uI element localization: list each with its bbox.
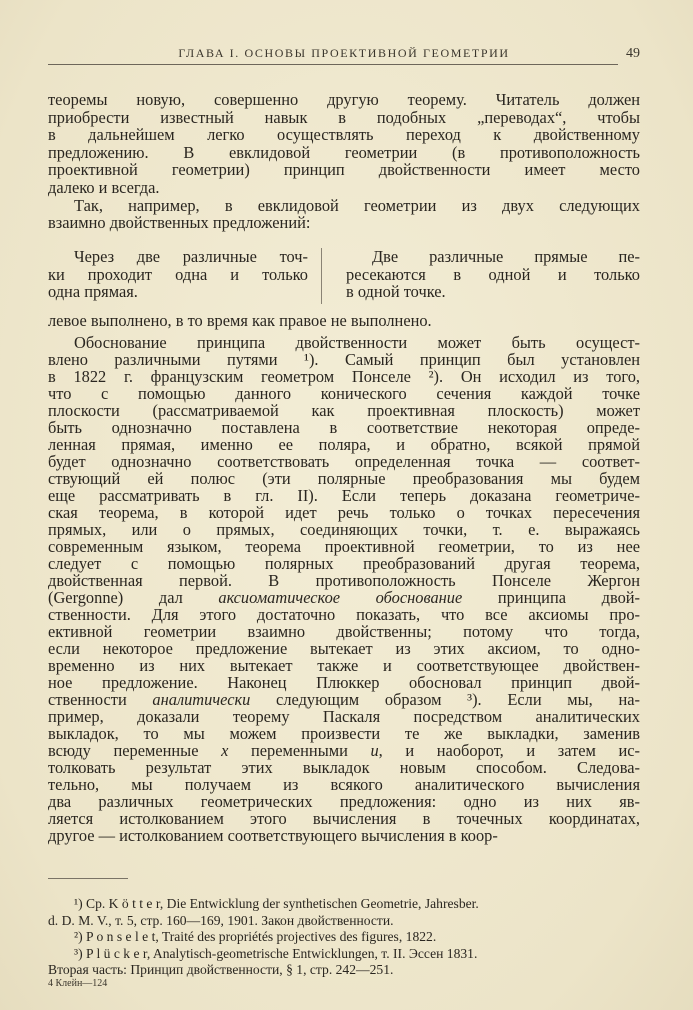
text-line: [48, 776, 640, 793]
text-segment: если некоторое предложение вытекает из этих аксиом, то одно-: [48, 639, 640, 658]
text-line: [48, 436, 640, 453]
text-line: [48, 657, 640, 674]
text-segment: ственности. Для этого достаточно показать, что все аксиомы про-: [48, 605, 640, 624]
paragraph-2: [48, 197, 640, 232]
text-line: [48, 793, 640, 810]
text-line: [48, 470, 640, 487]
italic-emphasis: x: [221, 741, 229, 760]
text-segment: проективной геометрии) принцип двойственности имеет место: [48, 160, 640, 180]
text-line: [48, 312, 640, 330]
text-segment: быть однозначно поставлена в соответствие некоторая опреде-: [48, 418, 640, 437]
text-segment: всюду переменные: [48, 741, 222, 760]
text-segment: приобрести известный навык в подобных „переводах“, чтобы: [48, 107, 640, 127]
text-segment: ляется истолкованием этого вычисления в точечных координатах,: [48, 809, 640, 828]
text-segment: одна прямая.: [48, 282, 138, 302]
text-line: [48, 179, 640, 197]
footnote-line: ¹) Ср. K ö t t e r, Die Entwicklung der synthetischen Geometrie, Jahresber.: [74, 896, 479, 911]
text-segment: следует с помощью полярных преобразований другая теорема,: [48, 554, 640, 573]
text-segment: влено различными путями ¹). Самый принцип был установлен: [48, 350, 640, 369]
text-line: [48, 419, 640, 436]
text-line: [48, 266, 308, 284]
text-line: [48, 606, 640, 623]
text-segment: ективной геометрии взаимно двойственны; потому что тогда,: [48, 622, 640, 641]
text-line: [346, 248, 640, 266]
footnote-rule: [48, 878, 128, 879]
italic-emphasis: аксиоматическое обоснование: [218, 588, 463, 607]
text-line: [48, 109, 640, 127]
text-line: [48, 283, 308, 301]
text-segment: временно из них вытекает также и соответствующее двойствен-: [48, 656, 640, 675]
page-number: 49: [626, 46, 640, 61]
text-line: [48, 691, 640, 708]
text-segment: переменными: [228, 741, 371, 760]
text-line: [48, 708, 640, 725]
text-line: [48, 334, 640, 351]
column-divider: [321, 248, 322, 304]
text-line: [48, 402, 640, 419]
text-segment: в дальнейшем легко осуществлять переход к двойственному: [48, 125, 640, 145]
italic-emphasis: u: [370, 741, 379, 760]
text-segment: пример, доказали теорему Паскаля посредством аналитических: [48, 707, 640, 726]
chapter-title: ГЛАВА I. ОСНОВЫ ПРОЕКТИВНОЙ ГЕОМЕТРИИ: [178, 46, 510, 60]
text-segment: современным языком, теорема проективной геометрии, то из нее: [48, 537, 640, 556]
text-line: [48, 453, 640, 470]
running-head: [48, 46, 640, 64]
text-segment: далеко и всегда.: [48, 177, 160, 197]
text-line: [48, 504, 640, 521]
text-segment: тельно, мы получаем из всякого аналитического вычисления: [48, 775, 640, 794]
text-segment: плоскости (рассматриваемой как проективная плоскость) может: [48, 401, 640, 420]
paragraph-4: [48, 334, 640, 844]
footnote-line: ³) P l ü c k e r, Analytisch-geometrische Entwicklungen, т. II. Эссен 1831.: [74, 945, 478, 961]
text-line: [48, 810, 640, 827]
text-segment: ленная прямая, именно ее поляра, и обратно, всякой прямой: [48, 435, 640, 454]
text-segment: другое — истолкованием соответствующего вычисления в коор-: [48, 826, 498, 845]
header-rule: [48, 64, 618, 65]
footnote-line: Вторая часть: Принцип двойственности, § 1, стр. 242—251.: [48, 962, 394, 978]
text-line: [48, 144, 640, 162]
text-line: [48, 589, 640, 606]
text-line: [48, 555, 640, 572]
text-segment: взаимно двойственных предложений:: [48, 213, 311, 233]
text-segment: принципа двой-: [462, 588, 640, 607]
text-line: [48, 538, 640, 555]
text-segment: в 1822 г. французским геометром Понселе ²). Он исходил из того,: [48, 367, 640, 386]
text-segment: прямых, или о прямых, соединяющих точки, т. е. выражаясь: [48, 520, 640, 539]
text-line: [48, 572, 640, 589]
text-segment: толковать результат этих выкладок новым способом. Следова-: [48, 758, 640, 777]
text-segment: что с помощью данного конического сечения каждой точке: [48, 384, 640, 403]
text-segment: , и наоборот, и затем ис-: [378, 741, 640, 760]
paragraph-3: [48, 312, 640, 330]
text-segment: ствующий ей полюс (эти полярные преобразования мы будем: [48, 469, 640, 488]
footnote-line: d. D. M. V., т. 5, стр. 160—169, 1901. Закон двойственности.: [48, 912, 394, 928]
text-segment: Через две различные точ-: [74, 247, 308, 266]
dual-statements: [48, 248, 640, 304]
text-line: [48, 161, 640, 179]
text-segment: двойственная первой. В противоположность Понселе Жергон: [48, 571, 640, 590]
text-segment: Две различные прямые пе-: [372, 247, 640, 266]
footnote-line: ²) P o n s e l e t, Traité des propriétés projectives des figures, 1822.: [74, 929, 437, 945]
text-segment: ки проходит одна и только: [48, 264, 308, 284]
right-statement: [346, 248, 640, 301]
text-segment: ственности: [48, 690, 153, 709]
text-line: [48, 385, 640, 402]
text-line: [48, 759, 640, 776]
text-segment: предложению. В евклидовой геометрии (в противоположность: [48, 142, 640, 162]
text-line: [48, 725, 640, 742]
left-statement: [48, 248, 308, 301]
text-segment: Обоснование принципа двойственности может быть осущест-: [74, 333, 640, 352]
text-segment: выкладок, то мы можем произвести те же выкладки, заменив: [48, 724, 640, 743]
text-segment: два различных геометрических предложения: одно из них яв-: [48, 792, 640, 811]
text-segment: (Gergonne) дал: [48, 588, 219, 607]
text-line: [48, 827, 640, 844]
text-line: [48, 674, 640, 691]
text-line: [48, 623, 640, 640]
text-segment: еще рассматривать в гл. II). Если теперь доказана геометриче-: [48, 486, 640, 505]
text-line: [48, 126, 640, 144]
text-line: [48, 640, 640, 657]
text-segment: ская теорема, в которой идет речь только о точках пересечения: [48, 503, 640, 522]
text-line: [48, 742, 640, 759]
text-segment: следующим образом ³). Если мы, на-: [250, 690, 640, 709]
text-line: [346, 283, 640, 301]
text-segment: будет однозначно соответствовать определенная точка — соответ-: [48, 452, 640, 471]
footnotes: [48, 896, 640, 979]
text-segment: теоремы новую, совершенно другую теорему. Читатель должен: [48, 90, 640, 109]
text-line: [48, 248, 308, 266]
printer-signature: 4 Клейн—124: [48, 978, 108, 989]
paragraph-1: [48, 91, 640, 197]
text-segment: в одной точке.: [346, 282, 446, 302]
text-line: [48, 214, 640, 232]
text-line: [346, 266, 640, 284]
text-segment: левое выполнено, в то время как правое не выполнено.: [48, 311, 432, 330]
text-segment: ресекаются в одной и только: [346, 264, 640, 284]
text-segment: ное предложение. Наконец Плюккер обосновал принцип двой-: [48, 673, 640, 692]
text-line: [48, 91, 640, 109]
text-line: [48, 487, 640, 504]
text-line: [48, 197, 640, 215]
italic-emphasis: аналитически: [152, 690, 251, 709]
text-segment: Так, например, в евклидовой геометрии из двух следующих: [74, 195, 640, 215]
text-line: [48, 521, 640, 538]
text-line: [48, 368, 640, 385]
text-line: [48, 351, 640, 368]
